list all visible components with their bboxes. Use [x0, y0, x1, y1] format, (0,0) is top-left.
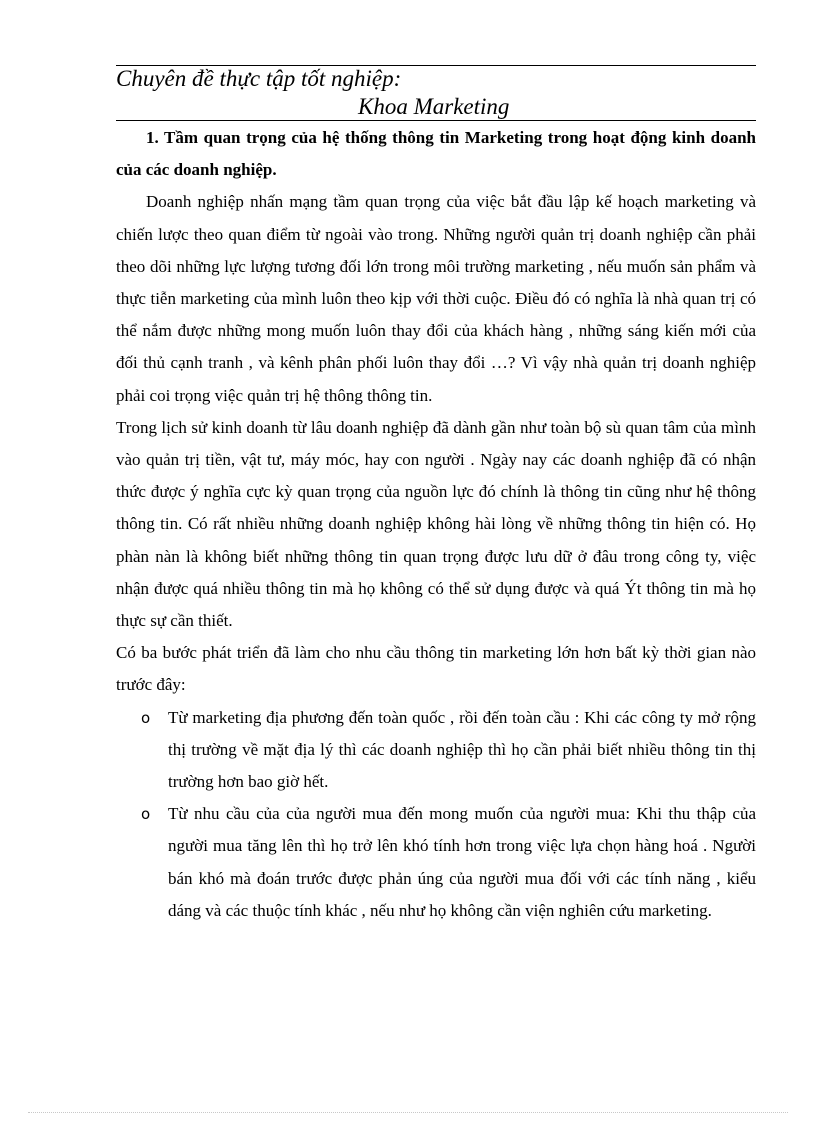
document-body: [116, 122, 756, 927]
header-title: Chuyên đề thực tập tốt nghiệp:: [116, 66, 402, 91]
paragraph-1: Doanh nghiệp nhấn mạng tầm quan trọng của việc bắt đầu lập kế hoạch marketing và chiến lược theo quan điểm từ ngoài vào trong. Những người quản trị doanh nghiệp cần phải theo dõi những lực lượng tương đối lớn trong môi trường marketing , nếu muốn sản phẩm và thực tiễn marketing của mình luôn theo kịp với thời cuộc. Điều đó có nghĩa là nhà quan trị có thể nắm được những mong muốn luôn thay đổi của khách hàng , những sáng kiến mới của đối thủ cạnh tranh , và kênh phân phối luôn thay đổi …? Vì vậy nhà quản trị doanh nghiệp phải coi trọng việc quản trị hệ thông thông tin.: [116, 192, 756, 405]
bullet-text: Từ marketing địa phương đến toàn quốc , rồi đến toàn cầu : Khi các công ty mở rộng thị trường về mặt địa lý thì các doanh nghiệp thì họ cần phải biết nhiều thông tin thị trường hơn bao giờ hết.: [168, 707, 756, 792]
header-department: Khoa Marketing: [358, 94, 510, 119]
bullet-item: [141, 702, 756, 799]
bullet-list: [116, 702, 756, 927]
bullet-text: Từ nhu cầu của của người mua đến mong muốn của người mua: Khi thu thập của người mua tăng lên thì họ trở lên khó tính hơn trong việc lựa chọn hàng hoá . Người bán khó mà đoán trước được phản úng của người mua đối với các tính năng , kiểu dáng và các thuộc tính khác , nếu như họ không cần viện nghiên cứu marketing.: [168, 804, 756, 920]
bullet-circle-icon: o: [141, 708, 151, 727]
page-bottom-dotted-rule: [28, 1112, 788, 1113]
paragraph-2: Trong lịch sử kinh doanh từ lâu doanh nghiệp đã dành gần như toàn bộ sù quan tâm của mình vào quản trị tiền, vật tư, máy móc, hay con người . Ngày nay các doanh nghiệp đã có nhận thức được ý nghĩa cực kỳ quan trọng của nguồn lực đó chính là thông tin cũng như hệ thông thông tin. Có rất nhiều những doanh nghiệp không hài lòng về những thông tin hiện có. Họ phàn nàn là không biết những thông tin quan trọng được lưu dữ ở đâu trong công ty, việc nhận được quá nhiều thông tin mà họ không có thể sử dụng được và quá Ýt thông tin mà họ thực sự cần thiết.: [116, 417, 756, 631]
paragraph-3: Có ba bước phát triển đã làm cho nhu cầu thông tin marketing lớn hơn bất kỳ thời gian nào trước đây:: [116, 643, 756, 695]
section-heading: 1. Tầm quan trọng của hệ thống thông tin Marketing trong hoạt động kinh doanh của các doanh nghiệp.: [116, 128, 756, 180]
header-bottom-rule: [116, 120, 756, 121]
bullet-circle-icon: o: [141, 805, 151, 824]
bullet-item: [141, 798, 756, 927]
